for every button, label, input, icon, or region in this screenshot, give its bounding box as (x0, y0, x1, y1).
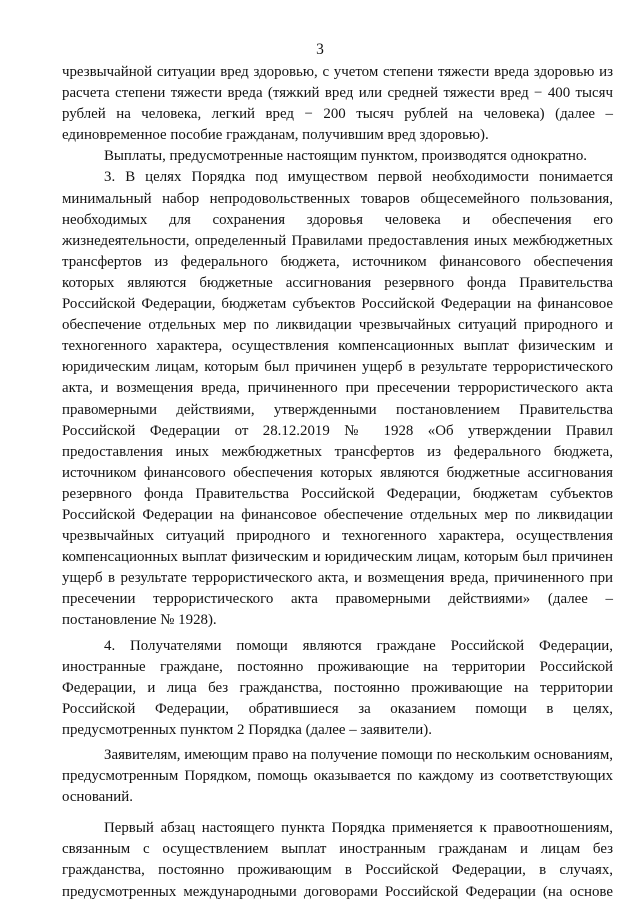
paragraph-continuation: чрезвычайной ситуации вред здоровью, с учетом степени тяжести вреда здоровью из расчета степени тяжести вреда (тяжкий вред или средней тяжести вред − 400 тысяч рублей на человека, легкий вред − 200 тысяч рублей на человека) (далее – единовременное пособие гражданам, получившим вред здоровью). (62, 64, 613, 144)
document-body (62, 62, 613, 903)
paragraph-item-3: 3. В целях Порядка под имуществом первой необходимости понимается минимальный набор непродовольственных товаров общесемейного пользования, необходимых для сохранения здоровья человека и обеспечения его жизнедеятельности, определенный Правилами предоставления иных межбюджетных трансфертов из федерального бюджета, источником финансового обеспечения которых являются бюджетные ассигнования резервного фонда Правительства Российской Федерации, бюджетам субъектов Российской Федерации на финансовое обеспечение отдельных мер по ликвидации чрезвычайных ситуаций природного и техногенного характера, осуществления компенсационных выплат физическим и юридическим лицам, которым был причинен ущерб в результате террористического акта, и возмещения вреда, причиненного при пресечении террористического акта правомерными действиями, утвержденными постановлением Правительства Российской Федерации от 28.12.2019 № 1928 «Об утверждении Правил предоставления иных межбюджетных трансфертов из федерального бюджета, источником финансового обеспечения которых являются бюджетные ассигнования резервного фонда Правительства Российской Федерации, бюджетам субъектов Российской Федерации на финансовое обеспечение отдельных мер по ликвидации чрезвычайных ситуаций природного и техногенного характера, осуществления компенсационных выплат физическим и юридическим лицам, которым был причинен ущерб в результате террористического акта, и возмещения вреда, причиненного при пресечении террористического акта правомерными действиями» (далее – постановление № 1928). (62, 169, 613, 629)
paragraph-multiple-grounds: Заявителям, имеющим право на получение помощи по нескольким основаниям, предусмотренным Порядком, помощь оказывается по каждому из соответствующих оснований. (62, 747, 613, 806)
page-number: 3 (316, 41, 324, 58)
paragraph-first-paragraph-applies: Первый абзац настоящего пункта Порядка применяется к правоотношениям, связанным с осуществлением выплат иностранным гражданам и лицам без гражданства, постоянно проживающим в Российской Федерации, в случаях, предусмотренных международными договорами Российской Федерации (на основе (62, 820, 613, 900)
paragraph-payments-once: Выплаты, предусмотренные настоящим пунктом, производятся однократно. (104, 148, 588, 165)
paragraph-item-4: 4. Получателями помощи являются граждане Российской Федерации, иностранные граждане, постоянно проживающие на территории Российской Федерации, и лица без гражданства, постоянно проживающие на территории Российской Федерации, обратившиеся за оказанием помощи в целях, предусмотренных пунктом 2 Порядка (далее – заявители). (62, 637, 613, 738)
